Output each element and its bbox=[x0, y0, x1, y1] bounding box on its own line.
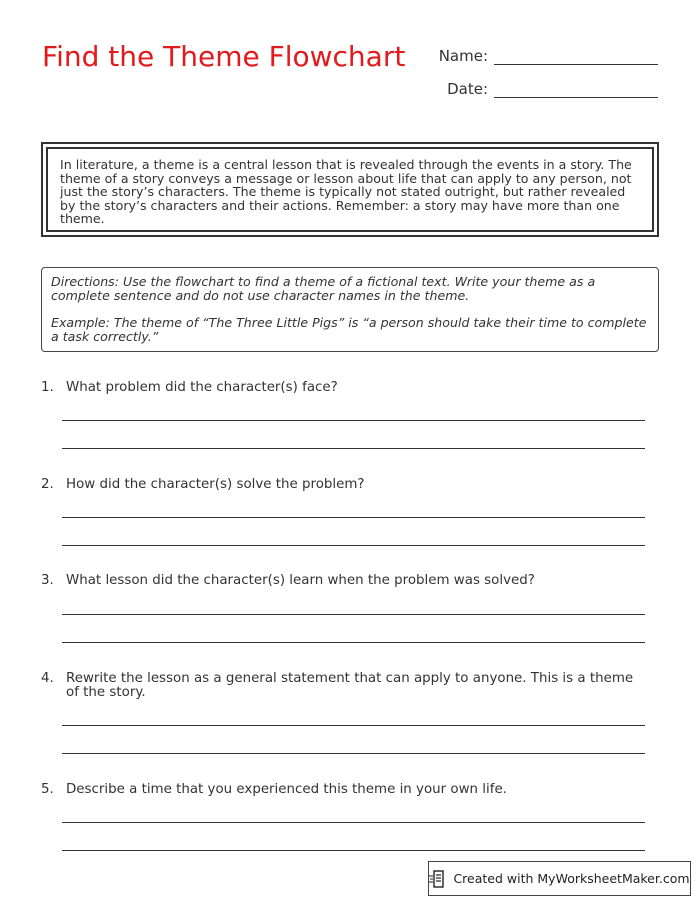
credit-badge[interactable] bbox=[428, 861, 691, 896]
question-text: What problem did the character(s) face? bbox=[66, 380, 338, 395]
answer-line[interactable] bbox=[62, 822, 645, 823]
name-line[interactable] bbox=[494, 46, 658, 65]
question-5 bbox=[41, 783, 645, 797]
answer-line[interactable] bbox=[62, 850, 645, 851]
name-label: Name: bbox=[438, 47, 488, 65]
question-text: How did the character(s) solve the problem? bbox=[66, 477, 365, 492]
question-number: 2. bbox=[41, 477, 54, 492]
answer-line[interactable] bbox=[62, 517, 645, 518]
intro-box bbox=[41, 142, 659, 237]
date-line[interactable] bbox=[494, 79, 658, 98]
name-field bbox=[428, 46, 658, 65]
answer-line[interactable] bbox=[62, 614, 645, 615]
question-number: 5. bbox=[41, 782, 54, 797]
question-text: Describe a time that you experienced this theme in your own life. bbox=[66, 782, 507, 797]
question-text: What lesson did the character(s) learn when the problem was solved? bbox=[66, 573, 535, 588]
directions-text: Directions: Use the flowchart to find a theme of a fictional text. Write your theme as a complete sentence and do not use character names in the theme. bbox=[51, 274, 596, 303]
date-label: Date: bbox=[447, 80, 488, 98]
question-2 bbox=[41, 478, 645, 492]
question-1 bbox=[41, 381, 645, 395]
intro-text: In literature, a theme is a central lesson that is revealed through the events in a story. The theme of a story conveys a message or lesson about life that can apply to any person, not just the story’s characters. The theme is typically not stated outright, but rather revealed by the story’s characters and their actions. Remember: a story may have more than one theme. bbox=[46, 147, 654, 232]
answer-line[interactable] bbox=[62, 725, 645, 726]
question-number: 4. bbox=[41, 671, 54, 686]
directions-box bbox=[41, 267, 659, 352]
page-title: Find the Theme Flowchart bbox=[42, 40, 406, 73]
example-text: Example: The theme of “The Three Little Pigs” is “a person should take their time to complete a task correctly.” bbox=[51, 315, 647, 344]
date-field bbox=[428, 79, 658, 98]
answer-line[interactable] bbox=[62, 448, 645, 449]
question-4 bbox=[41, 672, 645, 699]
credit-text: Created with MyWorksheetMaker.com bbox=[453, 871, 690, 886]
question-number: 3. bbox=[41, 573, 54, 588]
answer-line[interactable] bbox=[62, 420, 645, 421]
answer-line[interactable] bbox=[62, 642, 645, 643]
answer-line[interactable] bbox=[62, 545, 645, 546]
answer-line[interactable] bbox=[62, 753, 645, 754]
question-number: 1. bbox=[41, 380, 54, 395]
worksheet-maker-logo-icon bbox=[429, 870, 445, 888]
question-3 bbox=[41, 574, 645, 588]
question-text: Rewrite the lesson as a general statement that can apply to anyone. This is a theme of the story. bbox=[66, 671, 634, 700]
